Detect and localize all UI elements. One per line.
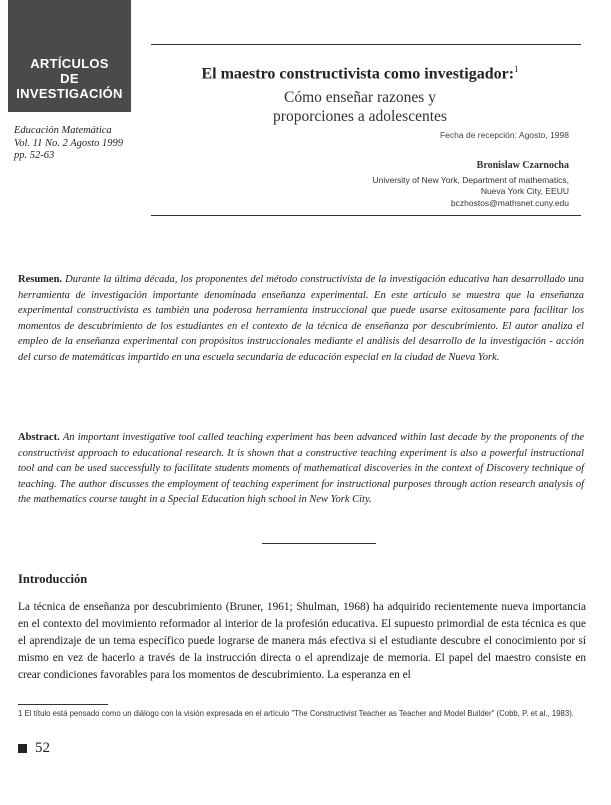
article-title-text: El maestro constructivista como investigador:	[201, 65, 515, 83]
received-date: Fecha de recepción: Agosto, 1998	[439, 130, 569, 140]
square-bullet-icon	[18, 744, 27, 753]
section-label-line1: ARTÍCULOS	[30, 56, 109, 71]
resumen-label: Resumen.	[18, 274, 63, 285]
author-block	[309, 160, 569, 209]
abstract-text: An important investigative tool called teaching experiment has been advanced within last decade by the proponents of the constructivist approach to educational research. It is shown that a constructive teaching experiment is also a powerful instructional tool and can be used successfully to facilitate students moments of mathematical discoveries in the context of Discovery technique of teaching. The author discusses the employment of teaching experiment for instructional purposes through action research analysis of the mathematics course taught in a Special Education high school in New York City.	[18, 432, 585, 505]
resumen-text: Durante la última década, los proponentes del método constructivista de la investigación educativa han desarrollado una herramienta de investigación importante denominada enseñanza experimental. En este artículo se muestra que la enseñanza experimental constructivista es también una poderosa herramienta instruccional que puede usarse exitosamente para facilitar los momentos de descubrimiento de los estudiantes en el contexto de la técnica de enseñanza por descubrimiento. El autor analiza el empleo de la enseñanza experimental con propósitos instruccionales mediante el análisis del desarrollo de la investigación - acción del curso de matemáticas impartido en una escuela secundaria de educación especial en la ciudad de Nueva York.	[18, 274, 584, 363]
journal-name: Educación Matemática	[14, 125, 112, 136]
header-divider	[151, 44, 581, 45]
title-footnote-mark[interactable]: 1	[514, 64, 519, 74]
resumen-paragraph	[18, 272, 584, 365]
subtitle-line1: Cómo enseñar razones y	[284, 89, 436, 106]
section-label-line3: INVESTIGACIÓN	[16, 86, 123, 101]
author-affiliation-1: University of New York, Department of mathematics,	[372, 174, 569, 185]
page-number-block	[18, 740, 50, 757]
journal-volume: Vol. 11 No. 2 Agosto 1999	[14, 137, 123, 149]
subtitle-line2: proporciones a adolescentes	[273, 108, 447, 125]
article-subtitle	[160, 88, 560, 126]
intro-paragraph: La técnica de enseñanza por descubrimiento (Bruner, 1961; Shulman, 1968) ha adquirido recientemente nueva importancia en el contexto del movimiento reformador al interior de la profesión educativa. El supuesto primordial de esta técnica es que el aprendizaje de un tema específico puede lograrse de manera más efectiva si el estudiante descubre el conocimiento por sí mismo en vez de hacerlo a través de la instrucción directa o el aprendizaje de memoria. El papel del maestro consiste en crear condiciones favorables para los momentos de descubrimiento. La esperanza en el	[18, 601, 586, 681]
intro-heading: Introducción	[18, 572, 88, 586]
journal-pages: pp. 52-63	[14, 150, 55, 161]
footnote: 1 El título está pensado como un diálogo con la visión expresada en el artículo "The Constructivist Teacher as Teacher and Model Builder" (Cobb, P. et al., 1983).	[18, 709, 574, 718]
journal-info	[14, 125, 144, 163]
abstract-divider	[262, 543, 376, 544]
author-name: Bronislaw Czarnocha	[476, 160, 569, 171]
section-label	[8, 0, 131, 112]
page-number: 52	[35, 740, 50, 756]
section-label-line2: DE	[60, 71, 79, 86]
abstract-paragraph	[18, 430, 584, 508]
footnote-divider	[18, 704, 108, 705]
author-affiliation-2: Nueva York City, EEUU	[480, 186, 569, 196]
title-divider	[151, 215, 581, 216]
article-title	[160, 64, 560, 83]
abstract-label: Abstract.	[18, 432, 60, 443]
author-email[interactable]: bczhostos@mathsnet.cuny.edu	[450, 197, 569, 208]
